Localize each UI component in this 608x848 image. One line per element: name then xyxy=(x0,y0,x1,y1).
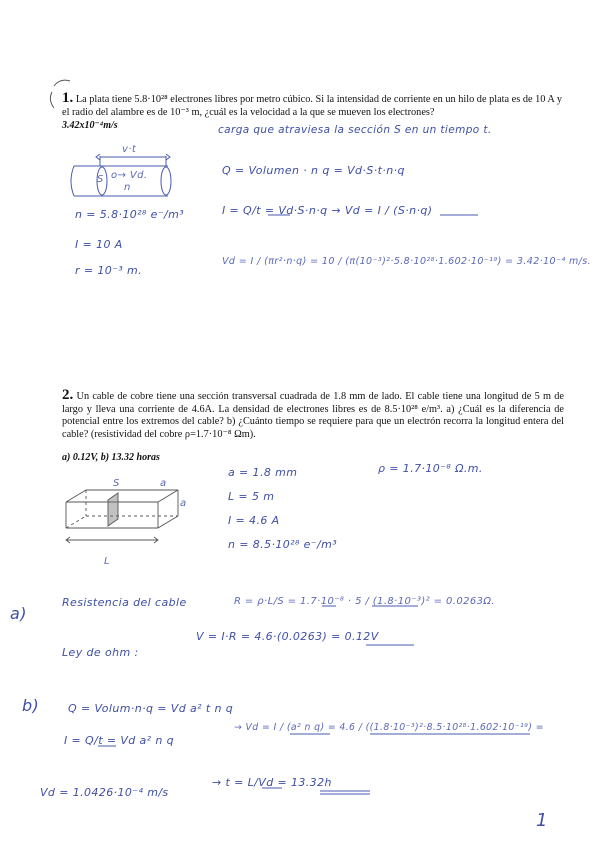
problem-2-number: 2. xyxy=(62,387,74,403)
cylinder-section-right xyxy=(161,167,171,195)
ohm-law-label: Ley de ohm : xyxy=(62,646,139,659)
diagram-2-a-label-top: a xyxy=(160,478,167,489)
answer-underlines xyxy=(320,645,414,794)
problem-1-i-value: I = 10 A xyxy=(75,238,123,251)
diagram-1-vt-label: v·t xyxy=(122,144,137,155)
problem-2-charge-equation: Q = Volum·n·q = Vd a² t n q xyxy=(68,702,234,715)
problem-1-answer: 3.42x10⁻⁴m/s xyxy=(62,120,118,131)
problem-2-current-equation: I = Q/t = Vd a² n q xyxy=(64,734,175,747)
page-number: 1 xyxy=(536,810,548,831)
prism-depth-edge xyxy=(66,490,86,502)
prism-depth-edge xyxy=(158,490,178,502)
problem-1-n-value: n = 5.8·10²⁸ e⁻/m³ xyxy=(75,208,185,221)
diagram-1-n-label: n xyxy=(124,182,131,193)
prism-depth-edge xyxy=(158,516,178,528)
diagram-2-a-label-side: a xyxy=(180,498,187,509)
diagram-2-s-label: S xyxy=(113,478,120,489)
problem-1-number: 1. xyxy=(62,90,74,106)
problem-1-note: carga que atraviesa la sección S en un tiempo t. xyxy=(218,124,492,136)
problem-1-vd-equation: Vd = I / (πr²·n·q) = 10 / (π(10⁻³)²·5.8·10²⁸·1.602·10⁻¹⁹) = 3.42·10⁻⁴ m/s. xyxy=(222,256,592,267)
problem-2-i-value: I = 4.6 A xyxy=(228,514,280,527)
cross-section-s xyxy=(108,493,118,526)
problem-2-n-value: n = 8.5·10²⁸ e⁻/m³ xyxy=(228,538,338,551)
diagram-1-s-label: S xyxy=(97,174,104,185)
problem-2-rho-value: ρ = 1.7·10⁻⁸ Ω.m. xyxy=(378,462,483,475)
problem-2-time-equation: → t = L/Vd = 13.32h xyxy=(212,776,332,789)
cylinder-diagram xyxy=(71,154,171,196)
problem-2-answer: a) 0.12V, b) 13.32 horas xyxy=(62,452,160,463)
prism-diagram xyxy=(66,490,178,543)
ohm-equation: V = I·R = 4.6·(0.0263) = 0.12V xyxy=(196,630,379,643)
problem-2-fraction-bars xyxy=(98,606,530,788)
problem-1-current-equation: I = Q/t = Vd·S·n·q → Vd = I / (S·n·q) xyxy=(222,204,433,217)
part-a-label: a) xyxy=(10,604,27,623)
problem-2-vd-equation: → Vd = I / (a² n q) = 4.6 / ((1.8·10⁻³)²·8.5·10²⁸·1.602·10⁻¹⁹) = xyxy=(234,722,544,733)
problem-2-a-value: a = 1.8 mm xyxy=(228,466,298,479)
prism-hidden-edge xyxy=(66,516,86,528)
problem-1-r-value: r = 10⁻³ m. xyxy=(75,264,143,277)
problem-1-text: La plata tiene 5.8·10²⁸ electrones libres por metro cúbico. Si la intensidad de corriente en un hilo de plata es de 10 A y el radio del alambre es de 10⁻³ m, ¿cuál es la velocidad a la que se mueven los electrones? xyxy=(62,94,563,118)
problem-2-vd-value: Vd = 1.0426·10⁻⁴ m/s xyxy=(40,786,169,799)
cylinder-section-left xyxy=(97,167,107,195)
problem-2-text: Un cable de cobre tiene una sección transversal cuadrada de 1.8 mm de lado. El cable tiene una longitud de 5 m de largo y lleva una corriente de 4.6A. La densidad de electrones libres es de 8.5·10²⁸ e/m³. a) ¿Cuál es la diferencia de potencial entre los extremos del cable? b) ¿Cuánto tiempo se requiere para que un electrón recorra la longitud entera del cable? (resistividad del cobre ρ=1.7·10⁻⁸ Ωm). xyxy=(62,391,564,440)
resistance-equation: R = ρ·L/S = 1.7·10⁻⁸ · 5 / (1.8·10⁻³)² = 0.0263Ω. xyxy=(234,596,496,607)
diagram-1-vd-label: o→ Vd. xyxy=(111,170,148,181)
problem-1-charge-equation: Q = Volumen · n q = Vd·S·t·n·q xyxy=(222,164,405,177)
part-b-label: b) xyxy=(22,696,40,715)
problem-2-l-value: L = 5 m xyxy=(228,490,275,503)
diagram-2-l-label: L xyxy=(104,556,110,567)
cylinder-left-end xyxy=(71,166,74,196)
resistance-label: Resistencia del cable xyxy=(62,596,187,609)
pen-squiggle xyxy=(50,80,70,108)
